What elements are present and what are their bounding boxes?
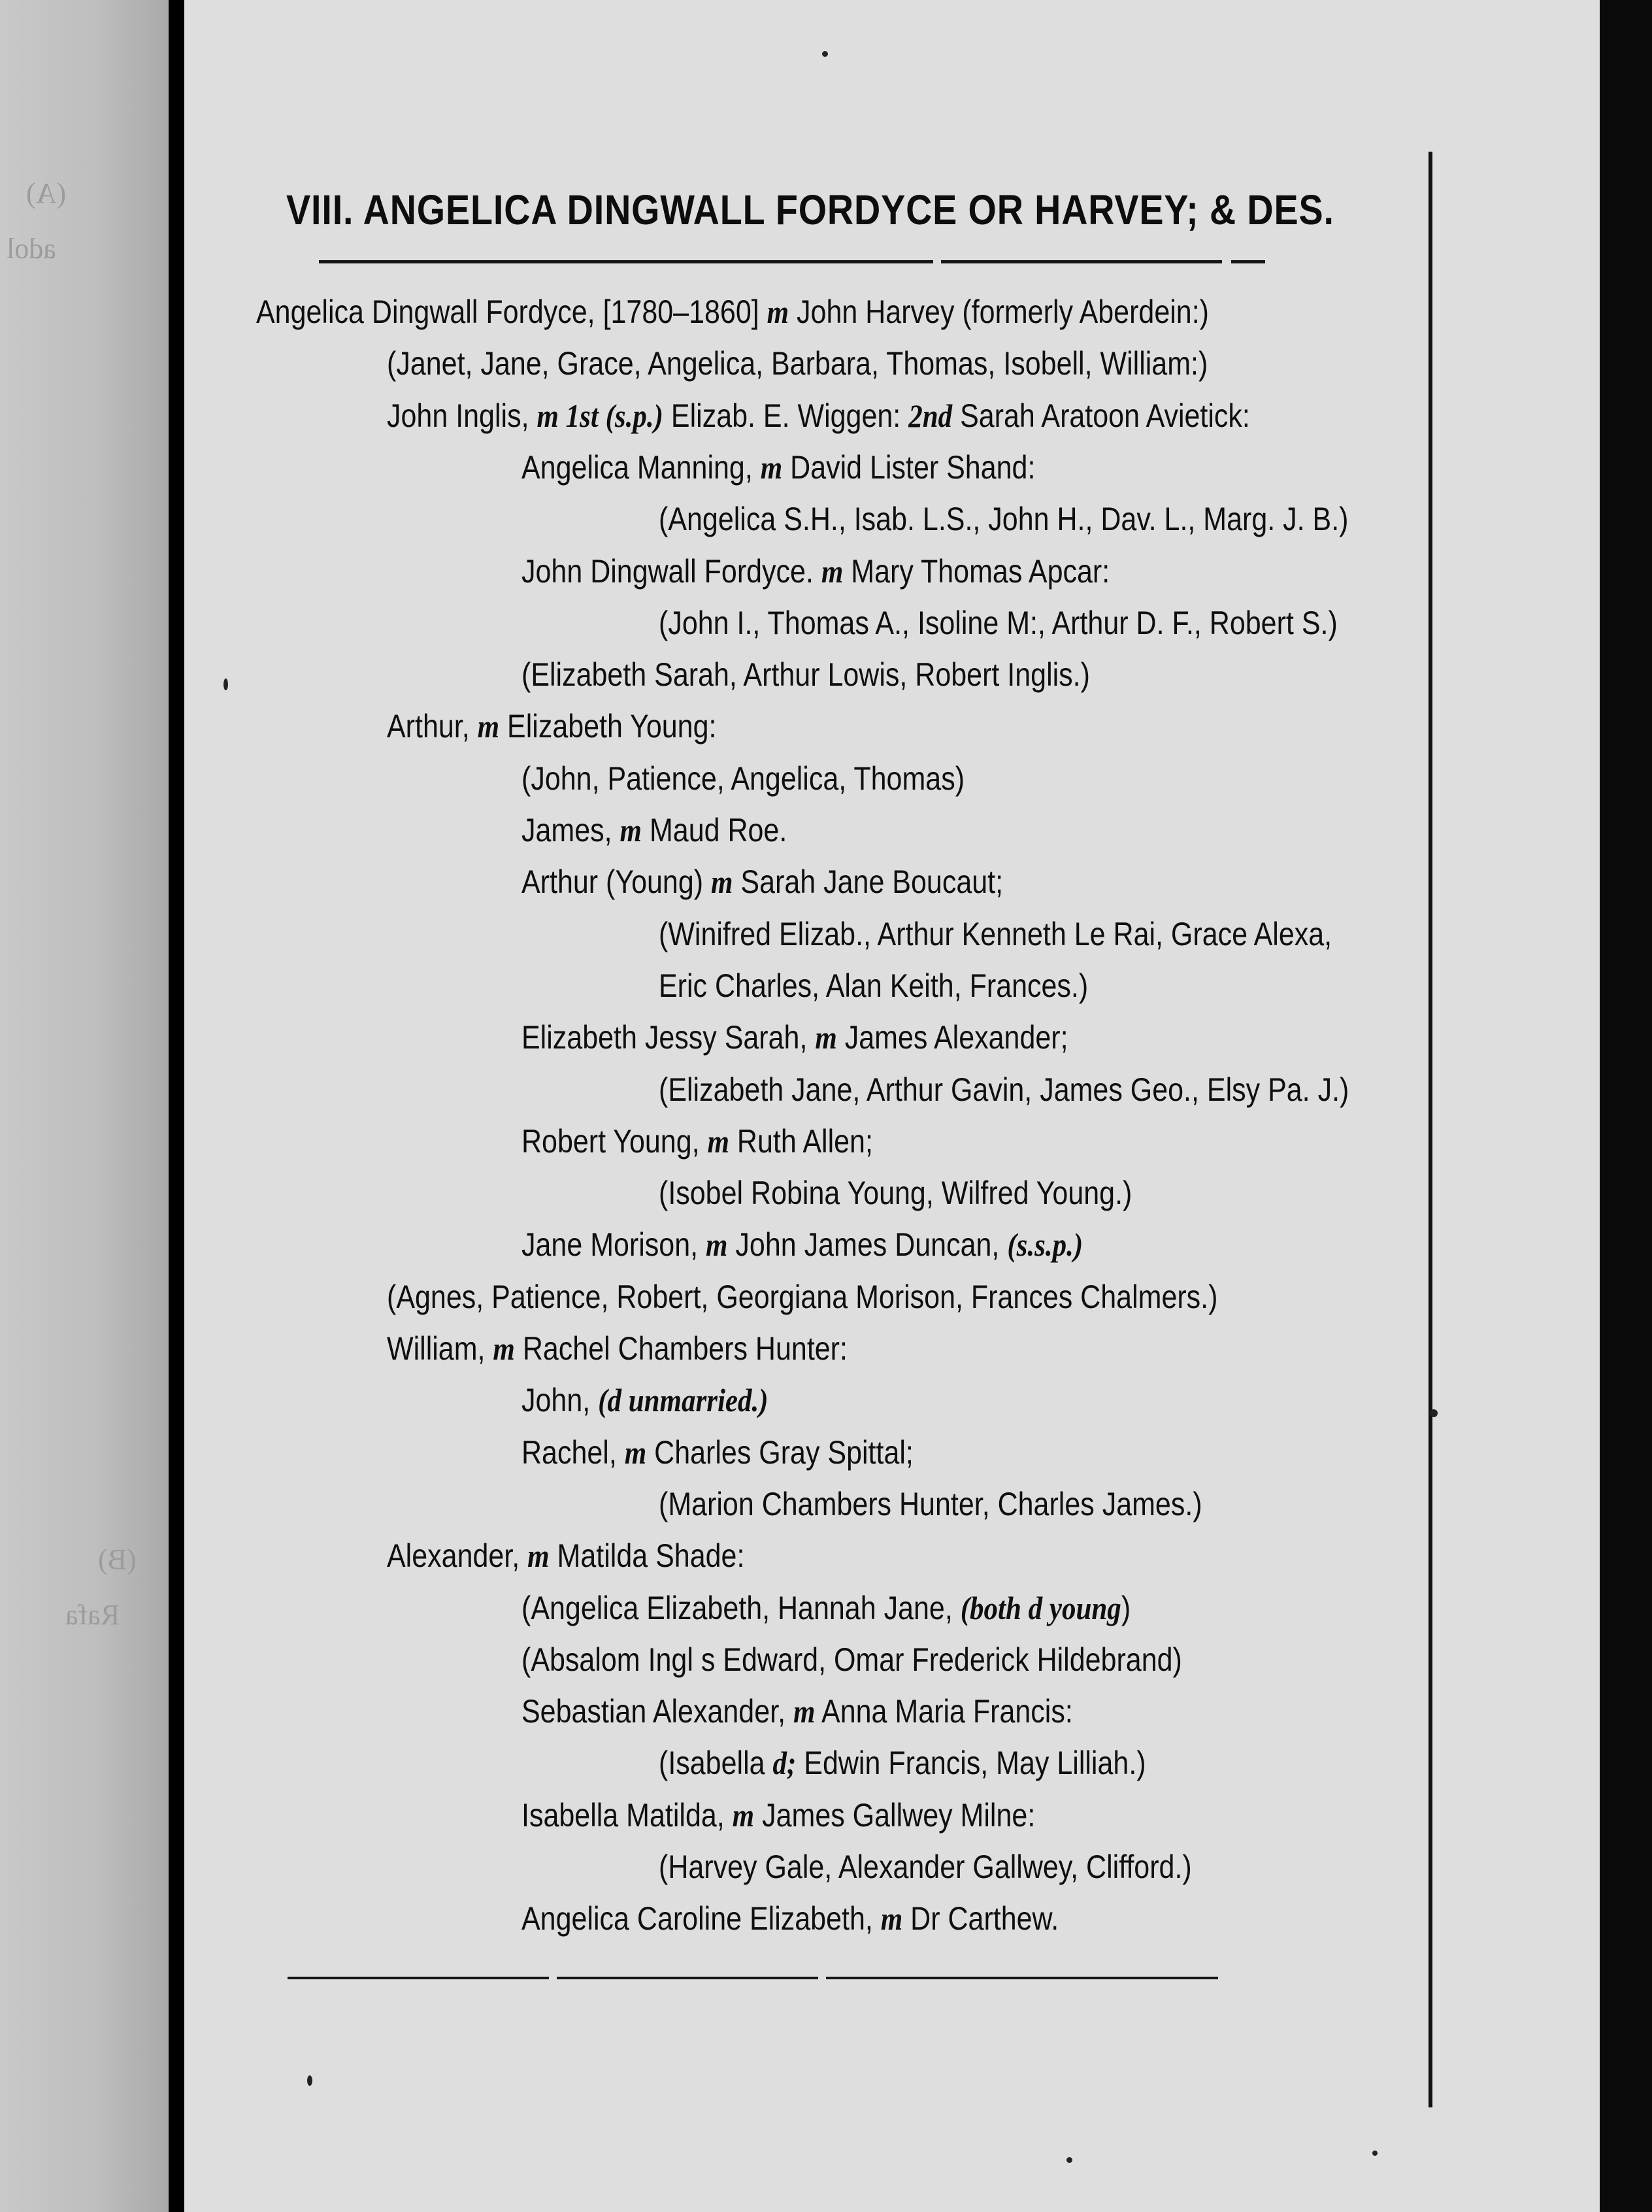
italic-notation: m — [527, 1537, 550, 1574]
line-text: Elizab. E. Wiggen: — [663, 397, 909, 434]
line-text: (John, Patience, Angelica, Thomas) — [521, 760, 965, 797]
line-text: Angelica Caroline Elizabeth, — [521, 1900, 881, 1937]
line-text: James Gallwey Milne: — [754, 1797, 1036, 1834]
genealogy-line — [521, 1228, 1083, 1261]
line-text: Arthur, — [387, 708, 478, 745]
line-text: (Isobel Robina Young, Wilfred Young.) — [659, 1175, 1132, 1211]
scan-speck — [822, 51, 828, 57]
line-text: Maud Roe. — [642, 812, 787, 848]
line-text: John Harvey (formerly Aberdein:) — [789, 293, 1209, 330]
italic-notation: (both d young — [960, 1590, 1121, 1626]
line-text: ) — [1121, 1590, 1131, 1626]
italic-notation: m — [707, 1123, 729, 1160]
line-text: Elizabeth Jessy Sarah, — [521, 1019, 816, 1056]
title-rule — [1231, 260, 1265, 263]
line-text: Alexander, — [387, 1537, 528, 1574]
line-text: Jane Morison, — [521, 1226, 706, 1263]
genealogy-line — [659, 969, 1088, 1002]
genealogy-line — [659, 918, 1332, 950]
genealogy-line — [521, 1384, 768, 1416]
page-edge-shadow — [1600, 0, 1652, 2212]
genealogy-line — [659, 607, 1338, 639]
italic-notation: m — [620, 812, 642, 848]
line-text: (Angelica S.H., Isab. L.S., John H., Dav. L., Marg. J. B.) — [659, 501, 1349, 537]
line-text: (Agnes, Patience, Robert, Georgiana Morison, Frances Chalmers.) — [387, 1279, 1218, 1315]
line-text: (Absalom Ingl s Edward, Omar Frederick Hildebrand) — [521, 1641, 1182, 1678]
line-text: Angelica Manning, — [521, 449, 761, 486]
line-text: (Isabella — [659, 1745, 773, 1781]
genealogy-line — [521, 762, 965, 795]
line-text: Sarah Aratoon Avietick: — [952, 397, 1250, 434]
line-text: John, — [521, 1382, 599, 1418]
genealogy-line — [521, 451, 1035, 484]
line-text: William, — [387, 1330, 493, 1367]
vertical-frame-rule — [1429, 152, 1432, 2107]
line-text: David Lister Shand: — [782, 449, 1036, 486]
italic-notation: m — [624, 1434, 647, 1471]
genealogy-line — [256, 295, 1209, 328]
genealogy-line — [659, 1177, 1132, 1209]
italic-notation: 2nd — [908, 397, 953, 434]
italic-notation: m — [493, 1330, 515, 1367]
genealogy-line — [521, 865, 1003, 898]
scan-speck — [1066, 2157, 1072, 2163]
line-text: (Janet, Jane, Grace, Angelica, Barbara, Thomas, Isobell, William:) — [387, 345, 1208, 382]
scan-speck — [1430, 1409, 1438, 1417]
line-text: (Elizabeth Jane, Arthur Gavin, James Geo., Elsy Pa. J.) — [659, 1071, 1349, 1108]
genealogy-line — [521, 1643, 1182, 1676]
italic-notation: m — [711, 863, 733, 900]
italic-notation: m — [706, 1226, 728, 1263]
line-text: Matilda Shade: — [549, 1537, 745, 1574]
line-text: Angelica Dingwall Fordyce, [1780–1860] — [256, 293, 767, 330]
italic-notation: (s.s.p.) — [1007, 1226, 1083, 1263]
italic-notation: m — [821, 553, 844, 590]
line-text: (Winifred Elizab., Arthur Kenneth Le Rai, Grace Alexa, — [659, 916, 1332, 952]
italic-notation: m 1st (s.p.) — [537, 397, 663, 434]
facing-page-ghost-text: Rafa — [65, 1599, 120, 1631]
line-text: John Inglis, — [387, 397, 537, 434]
italic-notation: m — [880, 1900, 903, 1937]
scan-speck — [223, 679, 228, 690]
facing-page-ghost-text: adol — [7, 233, 56, 265]
line-text: Eric Charles, Alan Keith, Frances.) — [659, 967, 1089, 1004]
genealogy-line — [387, 399, 1250, 432]
line-text: (Marion Chambers Hunter, Charles James.) — [659, 1486, 1202, 1522]
italic-notation: m — [815, 1019, 837, 1056]
genealogy-line — [659, 1851, 1192, 1883]
line-text: Dr Carthew. — [902, 1900, 1059, 1937]
line-text: (Harvey Gale, Alexander Gallwey, Clifford.) — [659, 1849, 1192, 1885]
line-text: Sebastian Alexander, — [521, 1693, 793, 1730]
scan-speck — [307, 2075, 312, 2086]
line-text: Mary Thomas Apcar: — [843, 553, 1110, 590]
genealogy-line — [521, 1436, 914, 1469]
genealogy-line — [521, 1902, 1059, 1935]
line-text: John James Duncan, — [727, 1226, 1008, 1263]
line-text: Charles Gray Spittal; — [646, 1434, 914, 1471]
genealogy-line — [521, 1799, 1035, 1832]
italic-notation: m — [477, 708, 500, 745]
italic-notation: m — [793, 1693, 816, 1730]
line-text: Elizabeth Young: — [499, 708, 717, 745]
line-text: Edwin Francis, May Lilliah.) — [796, 1745, 1146, 1781]
line-text: Sarah Jane Boucaut; — [733, 863, 1004, 900]
genealogy-line — [387, 1539, 744, 1572]
genealogy-line — [521, 555, 1110, 588]
genealogy-line — [387, 1281, 1217, 1313]
line-text: Robert Young, — [521, 1123, 708, 1160]
genealogy-line — [659, 1073, 1349, 1106]
italic-notation: m — [732, 1797, 755, 1834]
line-text: Rachel Chambers Hunter: — [514, 1330, 848, 1367]
title-rule — [319, 260, 933, 263]
bottom-rule — [288, 1977, 549, 1979]
line-text: (Angelica Elizabeth, Hannah Jane, — [521, 1590, 961, 1626]
bottom-rule — [557, 1977, 818, 1979]
title-rule — [941, 260, 1222, 263]
line-text: Anna Maria Francis: — [815, 1693, 1073, 1730]
genealogy-line — [521, 1125, 873, 1158]
genealogy-line — [521, 1021, 1068, 1054]
line-text: Arthur (Young) — [521, 863, 712, 900]
line-text: (John I., Thomas A., Isoline M:, Arthur D. F., Robert S.) — [659, 605, 1338, 641]
genealogy-line — [521, 658, 1090, 691]
genealogy-line — [659, 503, 1349, 535]
genealogy-line — [521, 814, 787, 846]
bottom-rule — [826, 1977, 1218, 1979]
facing-page-ghost-text: (B) — [98, 1543, 137, 1575]
line-text: Rachel, — [521, 1434, 625, 1471]
line-text: Isabella Matilda, — [521, 1797, 733, 1834]
italic-notation: (d unmarried.) — [598, 1382, 768, 1418]
line-text: Ruth Allen; — [729, 1123, 873, 1160]
italic-notation: d; — [772, 1745, 797, 1781]
genealogy-line — [521, 1695, 1073, 1728]
genealogy-line — [387, 710, 716, 743]
scan-speck — [1372, 2151, 1378, 2156]
line-text: James, — [521, 812, 620, 848]
italic-notation: m — [767, 293, 789, 330]
genealogy-line — [659, 1747, 1146, 1779]
page-title: VIII. ANGELICA DINGWALL FORDYCE OR HARVEY; & DES. — [286, 186, 1334, 233]
facing-page-ghost-text: (A) — [26, 177, 67, 209]
line-text: (Elizabeth Sarah, Arthur Lowis, Robert Inglis.) — [521, 656, 1090, 693]
line-text: James Alexander; — [836, 1019, 1068, 1056]
facing-page-strip — [0, 0, 169, 2212]
line-text: John Dingwall Fordyce. — [521, 553, 821, 590]
italic-notation: m — [760, 449, 783, 486]
genealogy-line — [521, 1592, 1131, 1624]
genealogy-line — [387, 347, 1208, 380]
genealogy-line — [659, 1488, 1202, 1520]
genealogy-line — [387, 1332, 848, 1365]
